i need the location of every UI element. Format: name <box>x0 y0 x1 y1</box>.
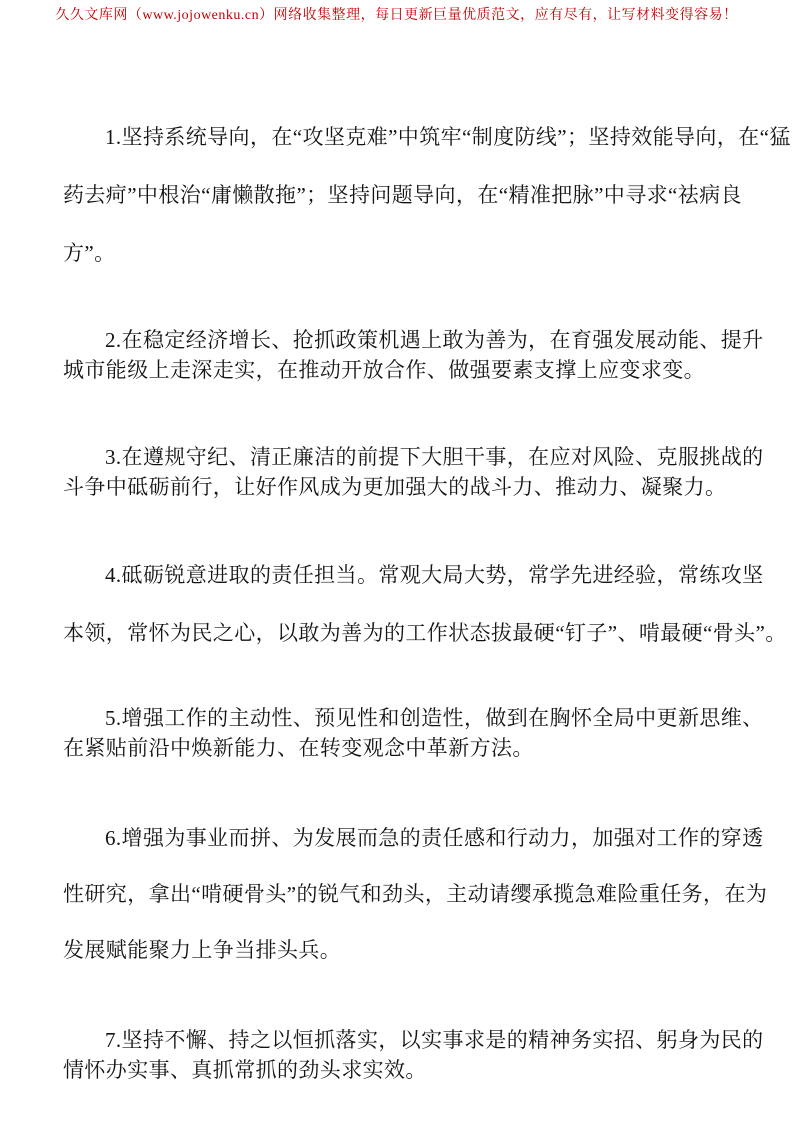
text-line: 本领，常怀为民之心，以敢为善为的工作状态拔最硬“钉子”、啃最硬“骨头”。 <box>63 621 787 645</box>
text-line: 4.砥砺锐意进取的责任担当。常观大局大势，常学先进经验，常练攻坚 <box>105 563 764 587</box>
text-line: 5.增强工作的主动性、预见性和创造性，做到在胸怀全局中更新思维、 <box>105 706 764 730</box>
paragraph-3 <box>63 442 764 502</box>
text-line: 3.在遵规守纪、清正廉洁的前提下大胆干事，在应对风险、克服挑战的 <box>105 445 764 469</box>
site-watermark-header: 久久文库网（www.jojowenku.cn）网络收集整理，每日更新巨量优质范文，应有尽有，让写材料变得容易！ <box>55 8 738 23</box>
text-line: 1.坚持系统导向，在“攻坚克难”中筑牢“制度防线”；坚持效能导向，在“猛 <box>105 125 791 149</box>
text-line: 方”。 <box>63 241 116 265</box>
paragraph-7 <box>63 1025 764 1085</box>
paragraph-6 <box>63 810 768 978</box>
text-line: 性研究，拿出“啃硬骨头”的锐气和劲头，主动请缨承揽急难险重任务，在为 <box>63 882 768 906</box>
text-line: 在紧贴前沿中焕新能力、在转变观念中革新方法。 <box>63 736 534 760</box>
text-line: 2.在稳定经济增长、抢抓政策机遇上敢为善为，在育强发展动能、提升 <box>105 328 764 352</box>
text-line: 城市能级上走深走实，在推动开放合作、做强要素支撑上应变求变。 <box>63 358 705 382</box>
text-line: 发展赋能聚力上争当排头兵。 <box>63 938 342 962</box>
paragraph-4 <box>63 546 787 662</box>
text-line: 6.增强为事业而拼、为发展而急的责任感和行动力，加强对工作的穿透 <box>105 826 764 850</box>
paragraph-5 <box>63 703 764 763</box>
text-line: 情怀办实事、真抓常抓的劲头求实效。 <box>63 1058 427 1082</box>
text-line: 斗争中砥砺前行，让好作风成为更加强大的战斗力、推动力、凝聚力。 <box>63 475 727 499</box>
text-line: 7.坚持不懈、持之以恒抓落实，以实事求是的精神务实招、躬身为民的 <box>105 1028 764 1052</box>
paragraph-2 <box>63 325 764 385</box>
text-line: 药去疴”中根治“庸懒散拖”；坚持问题导向，在“精准把脉”中寻求“祛病良 <box>63 183 742 207</box>
paragraph-1 <box>63 108 791 282</box>
